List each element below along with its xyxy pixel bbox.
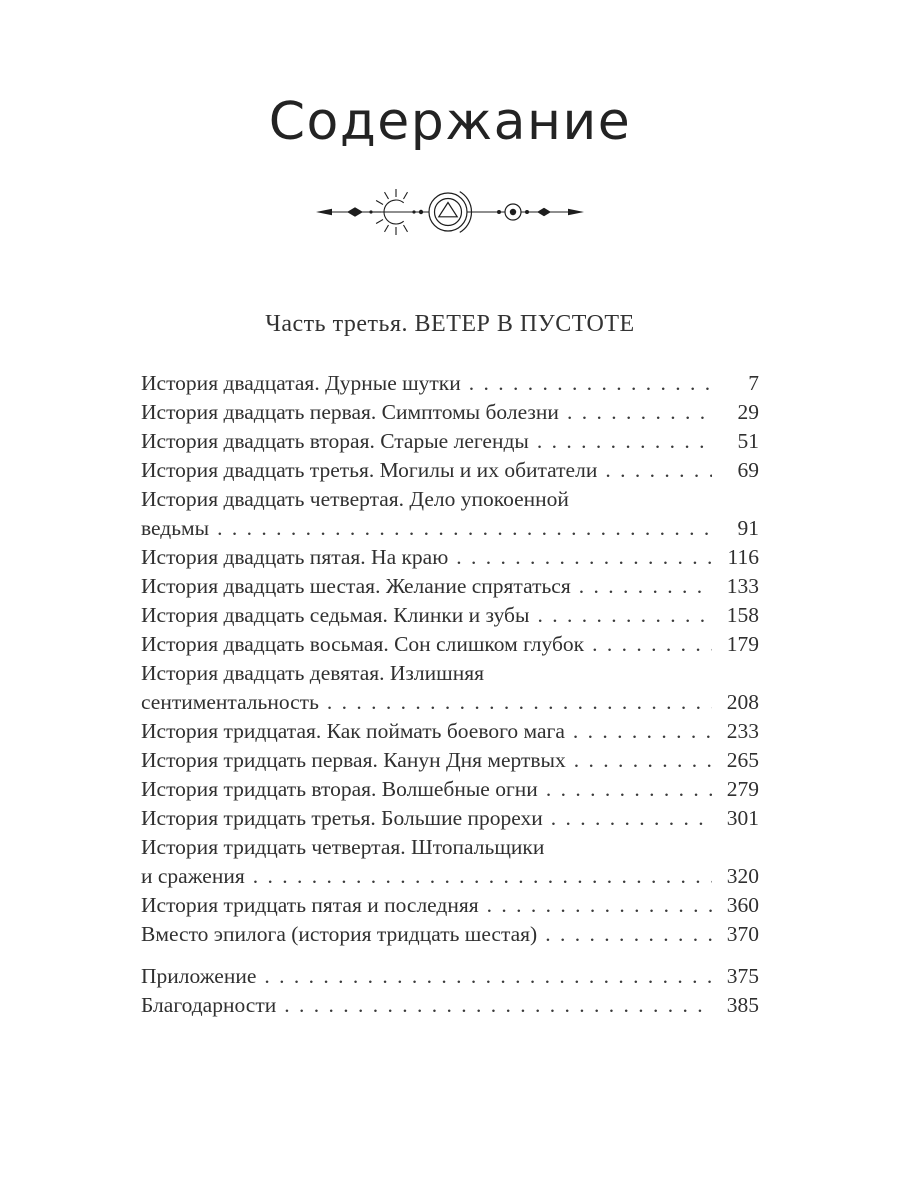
dot-leader — [456, 543, 712, 572]
toc-entry-title: История двадцать шестая. Желание спрятаться — [141, 574, 571, 598]
dot-leader — [264, 962, 712, 991]
toc-entry-page-number: 265 — [726, 748, 759, 772]
toc-entry-title: История тридцатая. Как поймать боевого мага — [141, 719, 565, 743]
toc-entry-page-number: 370 — [726, 922, 759, 946]
toc-entry-wrap-line — [141, 833, 759, 862]
ornament-divider — [0, 184, 900, 245]
toc-entry-page-number: 375 — [726, 964, 759, 988]
toc-entry — [141, 398, 759, 427]
toc-entry-page-number: 385 — [726, 993, 759, 1017]
toc-entry — [141, 456, 759, 485]
toc-entry-title: История двадцать седьмая. Клинки и зубы — [141, 603, 530, 627]
dot-leader — [469, 369, 712, 398]
toc-entry-title: История двадцать девятая. Излишняя — [141, 661, 484, 685]
toc-entry-leader-line — [141, 427, 759, 456]
dot-leader — [546, 775, 712, 804]
toc-entry-page-number: 360 — [726, 893, 759, 917]
toc-entry-page-number: 51 — [737, 429, 759, 453]
toc-entry-leader-line — [141, 369, 759, 398]
toc-entry — [141, 717, 759, 746]
toc-entry-title: История двадцать восьмая. Сон слишком глубок — [141, 632, 585, 656]
dot-leader — [579, 572, 712, 601]
toc-entry — [141, 543, 759, 572]
toc-entry-title: История двадцать первая. Симптомы болезни — [141, 400, 559, 424]
dot-leader — [567, 398, 712, 427]
toc-entry-leader-line — [141, 601, 759, 630]
dot-leader — [217, 514, 712, 543]
toc-main-group — [141, 369, 759, 949]
left-arrow-icon — [316, 209, 332, 216]
toc-entry-page-number: 208 — [726, 690, 759, 714]
toc-entry-page-number: 158 — [726, 603, 759, 627]
dot-icon — [412, 210, 415, 213]
toc-entry-leader-line — [141, 514, 759, 543]
toc-entry-leader-line — [141, 572, 759, 601]
toc-entry-leader-line — [141, 962, 759, 991]
circled-dot-icon — [505, 204, 521, 220]
toc-entry-title: Вместо эпилога (история тридцать шестая) — [141, 922, 538, 946]
diamond-icon — [537, 208, 551, 216]
toc-entry-leader-line — [141, 991, 759, 1020]
dot-leader — [605, 456, 712, 485]
dot-icon — [525, 210, 529, 214]
dot-leader — [551, 804, 712, 833]
toc-entry-page-number: 29 — [737, 400, 759, 424]
toc-entry-wrap-line — [141, 485, 759, 514]
part-heading: Часть третья. ВЕТЕР В ПУСТОТЕ — [265, 311, 635, 337]
toc-entry — [141, 572, 759, 601]
dot-leader — [592, 630, 712, 659]
toc-entry-leader-line — [141, 398, 759, 427]
toc-entry-leader-line — [141, 862, 759, 891]
toc-entry-leader-line — [141, 891, 759, 920]
toc-entry — [141, 891, 759, 920]
toc-entry-leader-line — [141, 543, 759, 572]
toc-entry-title: История двадцать пятая. На краю — [141, 545, 449, 569]
toc-entry-page-number: 91 — [737, 516, 759, 540]
dot-leader — [537, 427, 712, 456]
right-arrow-icon — [568, 209, 584, 216]
toc-entry-page-number: 69 — [737, 458, 759, 482]
toc-entry-title: История тридцать первая. Канун Дня мертвых — [141, 748, 566, 772]
toc-entry-page-number: 301 — [726, 806, 759, 830]
toc-entry-page-number: 179 — [726, 632, 759, 656]
dot-leader — [545, 920, 712, 949]
page-title: Содержание — [268, 92, 632, 152]
toc-entry-title: История двадцатая. Дурные шутки — [141, 371, 461, 395]
toc-entry-title: Приложение — [141, 964, 257, 988]
toc-entry-title: ведьмы — [141, 516, 210, 540]
toc-entry-title: и сражения — [141, 864, 245, 888]
dot-leader — [487, 891, 712, 920]
toc-entry — [141, 659, 759, 717]
dot-icon — [497, 210, 501, 214]
toc-entry-page-number: 233 — [726, 719, 759, 743]
toc-entry — [141, 991, 759, 1020]
toc-entry — [141, 962, 759, 991]
dot-icon — [419, 210, 423, 214]
toc-entry-leader-line — [141, 630, 759, 659]
toc-entry-page-number: 133 — [726, 574, 759, 598]
toc-entry-leader-line — [141, 717, 759, 746]
toc-entry — [141, 427, 759, 456]
toc-entry — [141, 369, 759, 398]
toc-entry-title: История двадцать четвертая. Дело упокоенной — [141, 487, 569, 511]
toc-entry-title: История двадцать третья. Могилы и их обитатели — [141, 458, 598, 482]
dot-leader — [537, 601, 712, 630]
toc-entry — [141, 833, 759, 891]
dot-leader — [327, 688, 712, 717]
toc-entry-page-number: 116 — [727, 545, 759, 569]
toc-entry-title: История тридцать четвертая. Штопальщики — [141, 835, 545, 859]
toc-entry-page-number: 320 — [726, 864, 759, 888]
toc-entry-leader-line — [141, 920, 759, 949]
toc-entry — [141, 746, 759, 775]
toc-entry-leader-line — [141, 804, 759, 833]
dot-leader — [573, 717, 712, 746]
toc-entry-wrap-line — [141, 659, 759, 688]
toc-entry-title: Благодарности — [141, 993, 277, 1017]
circled-triangle-emblem-icon — [429, 192, 471, 233]
dot-leader — [574, 746, 712, 775]
toc-entry — [141, 630, 759, 659]
toc-entry-title: История двадцать вторая. Старые легенды — [141, 429, 529, 453]
toc-entry-page-number: 279 — [726, 777, 759, 801]
toc-entry-leader-line — [141, 456, 759, 485]
toc-entry-leader-line — [141, 775, 759, 804]
dot-leader — [253, 862, 712, 891]
toc-entry — [141, 485, 759, 543]
toc-extra-group — [141, 962, 759, 1020]
toc-entry-title: История тридцать третья. Большие прорехи — [141, 806, 543, 830]
toc-entry — [141, 775, 759, 804]
toc-entry — [141, 804, 759, 833]
toc-entry — [141, 601, 759, 630]
dot-leader — [284, 991, 712, 1020]
toc-entry-leader-line — [141, 688, 759, 717]
toc-entry-title: История тридцать пятая и последняя — [141, 893, 479, 917]
toc-list — [141, 369, 759, 1020]
toc-entry-title: История тридцать вторая. Волшебные огни — [141, 777, 538, 801]
ornament-divider-drawing — [314, 184, 586, 240]
toc-entry-title: сентиментальность — [141, 690, 319, 714]
dot-icon — [369, 210, 372, 213]
toc-entry-page-number: 7 — [748, 371, 759, 395]
diamond-icon — [347, 207, 363, 216]
toc-entry — [141, 920, 759, 949]
toc-entry-leader-line — [141, 746, 759, 775]
